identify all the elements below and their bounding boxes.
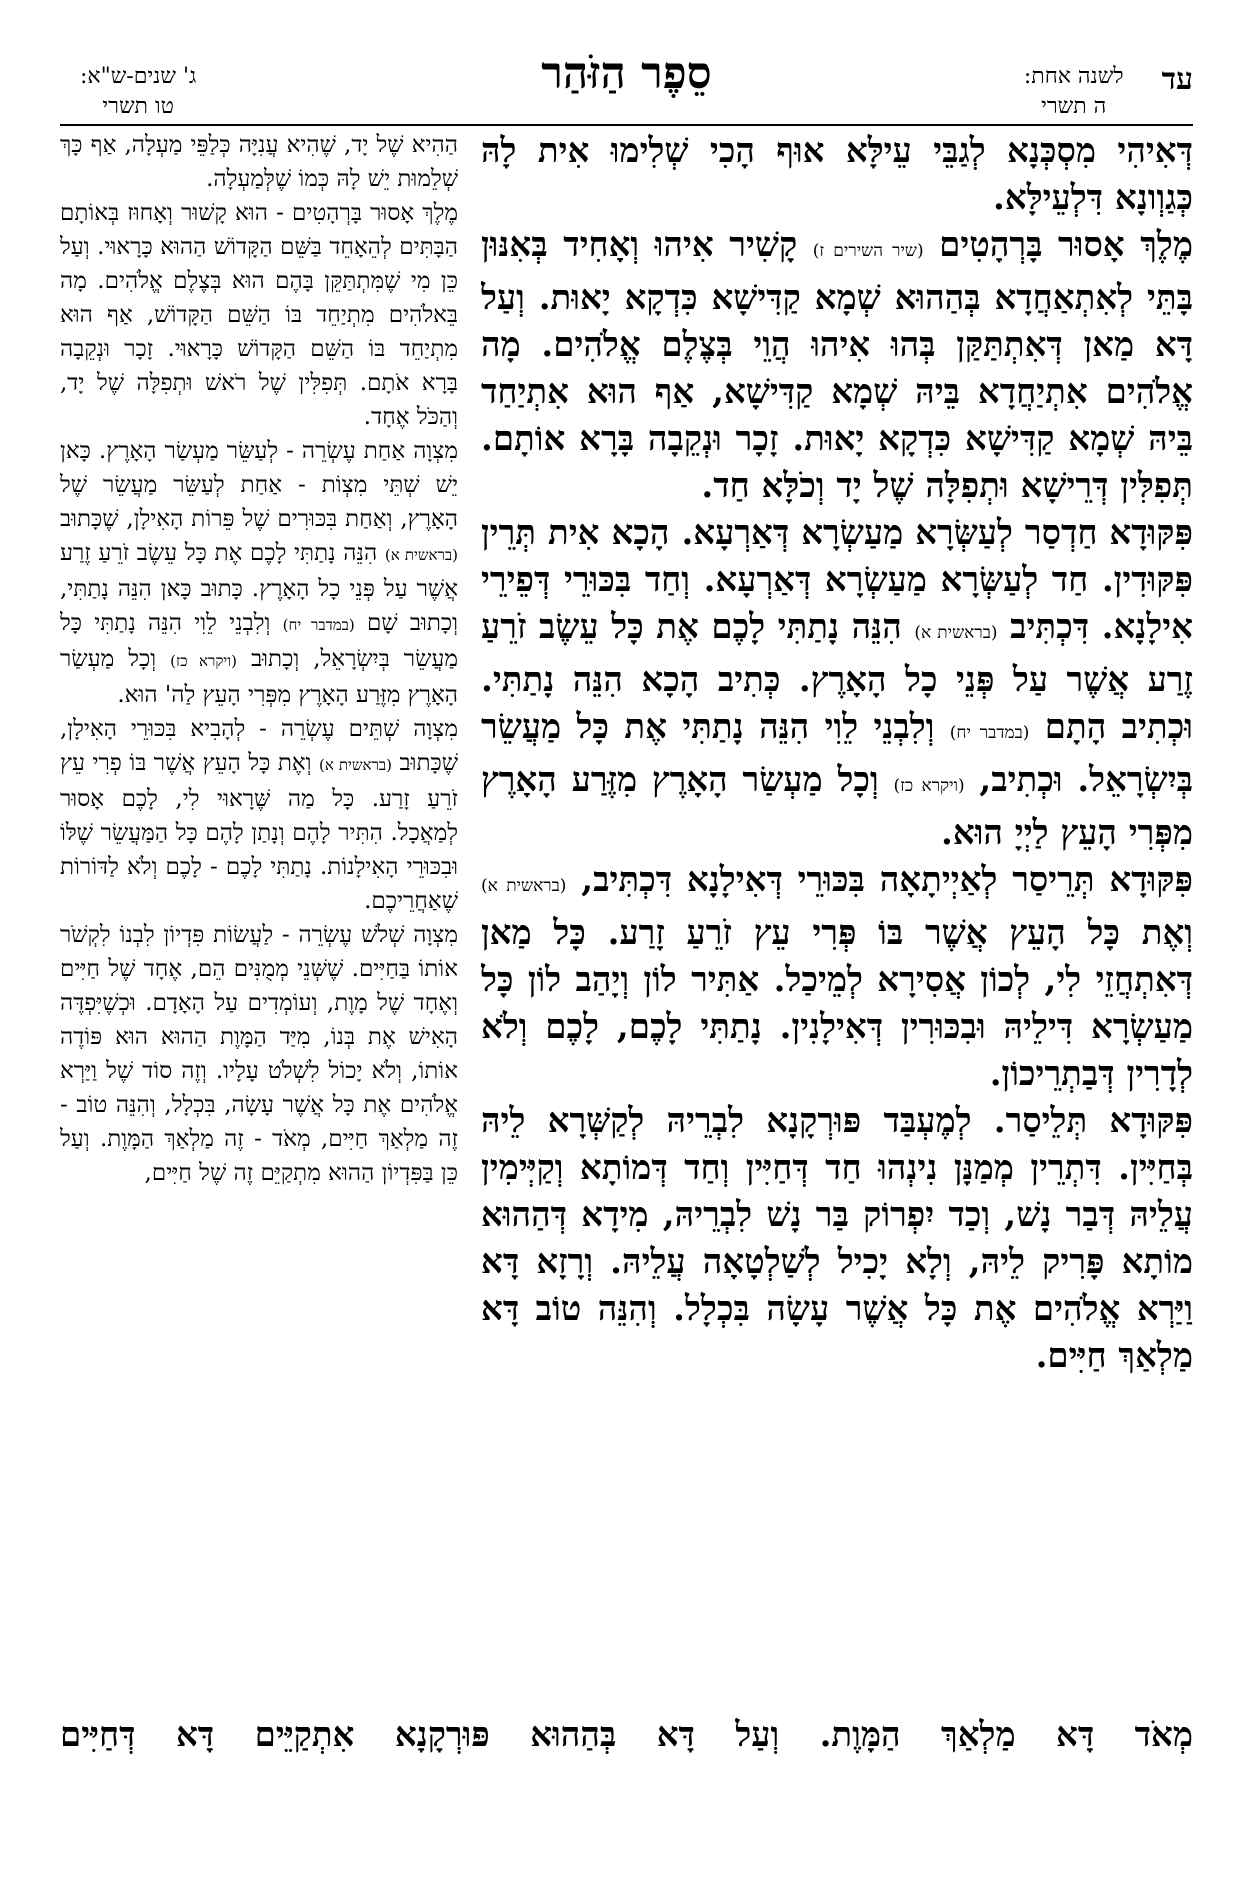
book-title: סֵפֶר הַזֹּהַר xyxy=(541,48,712,99)
text-segment: דְּאִיהִי מִסְכְּנָא לְגַבֵּי עֵילָּא אוּף הָכִי שְׁלִימוּ אִית לָהּ כְּגַוְונָא דִּלְעֵילָּא. xyxy=(481,131,1193,218)
header-right-line2: ה תשרי xyxy=(1041,94,1107,119)
text-segment: וְכָל מַעְשַׂר הָאָרֶץ מִזֶּרַע הָאָרֶץ מִפְּרִי הָעֵץ לַה' הוּא. xyxy=(60,646,458,708)
text-segment: הַהִיא שֶׁל יָד, שֶׁהִיא עֲנִיָּה כְּלַפֵּי מַעְלָה, אַף כָּךְ שְׁלֵמוּת יֵשׁ לָהּ כְּמוֹ שֶׁלְּמַעְלָה. xyxy=(60,132,458,192)
side-paragraph xyxy=(60,128,458,196)
text-segment: וְכָל מַעְשַׂר הָאָרֶץ מִזֶּרַע הָאָרֶץ מִפְּרִי הָעֵץ לַיְיָ הוּא. xyxy=(481,760,1193,853)
text-segment: וְלִבְנֵי לֵוִי הִנֵּה נָתַתִּי כָּל מַעֲשֵׂר בְּיִשְׂרָאֵל, וְכָתוּב xyxy=(60,610,458,672)
side-paragraph xyxy=(60,434,458,712)
scripture-reference: (במדבר יח) xyxy=(949,723,1030,743)
main-paragraph xyxy=(481,510,1193,857)
text-segment: מִצְוָה שְׁלֹשׁ עֶשְׂרֵה - לַעֲשׂוֹת פִּדְיוֹן לִבְנוֹ לִקְשֹׁר אוֹתוֹ בַּחַיִּים. שֶׁשְּׁנֵי מְמֻנִּים הֵם, אֶחָד שֶׁל חַיִּים וְאֶחָד שֶׁל מָוֶת, וְעוֹמְדִים עַל הָאָדָם. וּכְשֶׁיִּפְדֶּה הָאִישׁ אֶת בְּנוֹ, מִיַּד הַמָּוֶת הַהוּא הוּא פּוֹדֶה אוֹתוֹ, וְלֹא יָכוֹל לִשְׁלֹט עָלָיו. וְזֶה סוֹד שֶׁל וַיַּרְא אֱלֹהִים אֶת כָּל אֲשֶׁר עָשָׂה, בִּכְלָל, וְהִנֵּה טוֹב - זֶה מַלְאַךְ חַיִּים, מְאֹד - זֶה מַלְאַךְ הַמָּוֶת. וְעַל כֵּן בַּפִּדְיוֹן הַהוּא מִתְקַיֵּם זֶה שֶׁל חַיִּים, xyxy=(60,922,458,1186)
scripture-reference: (בראשית א) xyxy=(319,756,392,774)
text-segment: פִּקּוּדָא חַדְסַר לְעַשְּׂרָא מַעַשְׂרָא דְּאַרְעָא. הָכָא אִית תְּרֵין פִּקּוּדִין. חַד לְעַשְּׂרָא מַעַשְׂרָא דְּאַרְעָא. וְחַד בִּכּוּרֵי דְּפֵירֵי אִילָנָא. דִּכְתִּיב xyxy=(481,513,1193,647)
main-paragraph xyxy=(481,857,1193,1098)
scripture-reference: (ויקרא כז) xyxy=(893,776,965,796)
header-left-line2: טו תשרי xyxy=(102,94,174,119)
text-segment: הִנֵּה נָתַתִּי לָכֶם אֶת כָּל עֵשֶׂב זֹרֵעַ זֶרַע אֲשֶׁר עַל פְּנֵי כָל הָאָרֶץ. כְּתִיב הָכָא הִנֵּה נָתַתִּי. וּכְתִיב הָתָם xyxy=(481,607,1193,747)
side-paragraph xyxy=(60,712,458,918)
header-left-line1: ג' שנים-ש"א: xyxy=(80,64,197,89)
aramaic-main-column xyxy=(481,128,1193,1708)
side-paragraph xyxy=(60,196,458,434)
page-number: עד xyxy=(1161,62,1193,97)
main-paragraph xyxy=(481,1098,1193,1380)
scripture-reference: (בראשית א) xyxy=(914,623,998,643)
text-segment: וְאֶת כָּל הָעֵץ אֲשֶׁר בּוֹ פְרִי עֵץ זֹרֵעַ זָרַע. כָּל מַה שֶּׁרָאוּי לִי, לָכֶם אָסוּר לְמַאֲכָל. הִתִּיר לָהֶם וְנָתַן לָהֶם כָּל הַמַּעֲשֵׂר שֶׁלּוֹ וּבִכּוּרֵי הָאִילָנוֹת. נָתַתִּי לָכֶם - לָכֶם וְלֹא לַדּוֹרוֹת שֶׁאַחֲרֵיכֶם. xyxy=(60,750,458,914)
side-paragraph xyxy=(60,918,458,1190)
scripture-reference: (בראשית א) xyxy=(481,876,567,896)
text-segment: וְאֶת כָּל הָעֵץ אֲשֶׁר בּוֹ פְּרִי עֵץ זֹרֵעַ זָרַע. כָּל מַאן דְּאִתְחֲזֵי לִי, לְכוֹן אֲסִירָא לְמֵיכַל. אַתִּיר לוֹן וְיָהַב לוֹן כָּל מַעַשְׂרָא דִּילֵיהּ וּבִכּוּרִין דְּאִילָנִין. נָתַתִּי לָכֶם, לָכֶם וְלֹא לְדָרִין דְּבַתְרֵיכוֹן. xyxy=(481,913,1193,1094)
scripture-reference: (ויקרא כז) xyxy=(170,652,238,670)
bottom-full-width-line: מְאֹד דָּא מַלְאַךְ הַמָּוֶת. וְעַל דָּא בְּהַהוּא פּוּרְקָנָא אִתְקַיֵּים דָּא דְּחַיִּים xyxy=(60,1715,1193,1755)
text-segment: מֶלֶךְ אָסוּר בָּרְהָטִים - הוּא קָשׁוּר וְאָחוּז בְּאוֹתָם הַבָּתִּים לְהֵאָחֵד בַּשֵּׁם הַקָּדוֹשׁ הַהוּא כָּרָאוּי. וְעַל כֵּן מִי שֶׁמִּתְתַּקֵּן בָּהֶם הוּא בְּצֶלֶם אֱלֹהִים. מָה בֵּאלֹהִים מִתְיַחֵד בּוֹ הַשֵּׁם הַקָּדוֹשׁ, אַף הוּא מִתְיַחֵד בּוֹ הַשֵּׁם הַקָּדוֹשׁ כָּרָאוּי. זָכָר וּנְקֵבָה בָּרָא אֹתָם. תְּפִלִּין שֶׁל רֹאשׁ וּתְפִלָּה שֶׁל יָד, וְהַכֹּל אֶחָד. xyxy=(60,200,458,430)
text-segment: פִּקּוּדָא תְּלֵיסַר. לְמֶעְבַּד פּוּרְקָנָא לִבְרֵיהּ לְקַשְּׁרָא לֵיהּ בְּחַיִּין. דִּתְרֵין מְמַנָּן נִינְהוּ חַד דְּחַיִּין וְחַד דְּמוֹתָא וְקַיְּימִין עֲלֵיהּ דְּבַר נָשׁ, וְכַד יִפְרוֹק בַּר נָשׁ לִבְרֵיהּ, מִידָא דְּהַהוּא מוֹתָא פָּרִיק לֵיהּ, וְלָא יָכִיל לְשַׁלְטָאָה עֲלֵיהּ. וְרָזָא דָּא וַיַּרְא אֱלֹהִים אֶת כָּל אֲשֶׁר עָשָׂה בִּכְלָל. וְהִנֵּה טוֹב דָּא מַלְאַךְ חַיִּים. xyxy=(481,1101,1193,1376)
text-segment: מֶלֶךְ אָסוּר בָּרְהָטִים xyxy=(939,225,1193,265)
main-paragraph xyxy=(481,222,1193,510)
text-segment: פִּקּוּדָא תְּרֵיסַר לְאַיְיתָאָה בִּכּוּרֵי דְּאִילָנָא דִּכְתִּיב, xyxy=(581,860,1193,900)
text-segment: קָשִׁיר אִיהוּ וְאָחִיד בְּאִנּוּן בָּתֵּי לְאִתְאַחֲדָא בְּהַהוּא שְׁמָא קַדִּישָׁא כִּדְקָא יָאוּת. וְעַל דָּא מַאן דְּאִתְתַּקַּן בְּהוּ אִיהוּ הֲוֵי בְּצֶלֶם אֱלֹהִים. מָה אֱלֹהִים אִתְיַחֲדָא בֵּיהּ שְׁמָא קַדִּישָׁא, אַף הוּא אִתְיַחַד בֵּיהּ שְׁמָא קַדִּישָׁא כִּדְקָא יָאוּת. זָכָר וּנְקֵבָה בָּרָא אוֹתָם. תְּפִלִּין דְּרֵישָׁא וּתְפִלָּה שֶׁל יָד וְכֹלָּא חַד. xyxy=(481,225,1193,506)
header-schedule-three-years xyxy=(80,62,196,122)
scripture-reference: (שיר השירים ז) xyxy=(812,241,924,261)
text-segment: וְלִבְנֵי לֵוִי הִנֵּה נָתַתִּי אֶת כָּל מַעֲשֵׂר בְּיִשְׂרָאֵל. וּכְתִיב, xyxy=(481,707,1193,800)
main-paragraph xyxy=(481,128,1193,222)
page-header xyxy=(60,48,1193,120)
header-rule xyxy=(60,124,1193,126)
hebrew-translation-column xyxy=(60,128,458,1708)
text-segment: מִצְוָה שְׁתֵּים עֶשְׂרֵה - לְהָבִיא בִּכּוּרֵי הָאִילָן, שֶׁכָּתוּב xyxy=(60,716,458,776)
scripture-reference: (במדבר יח) xyxy=(282,616,355,634)
header-right-line1: לשנה אחת: xyxy=(1023,64,1124,89)
scripture-reference: (בראשית א) xyxy=(384,546,458,564)
text-segment: הִנֵּה נָתַתִּי לָכֶם אֶת כָּל עֵשֶׂב זֹרֵעַ זֶרַע אֲשֶׁר עַל פְּנֵי כָל הָאָרֶץ. כָּתוּב כָּאן הִנֵּה נָתַתִּי, וְכָתוּב שָׁם xyxy=(60,540,458,636)
text-segment: מִצְוָה אַחַת עֶשְׂרֵה - לְעַשֵּׂר מַעְשַׂר הָאָרֶץ. כָּאן יֵשׁ שְׁתֵּי מִצְוֹת - אַחַת לְעַשֵּׂר מַעֲשֵׂר שֶׁל הָאָרֶץ, וְאַחַת בִּכּוּרִים שֶׁל פֵּרוֹת הָאִילָן, שֶׁכָּתוּב xyxy=(60,438,458,532)
